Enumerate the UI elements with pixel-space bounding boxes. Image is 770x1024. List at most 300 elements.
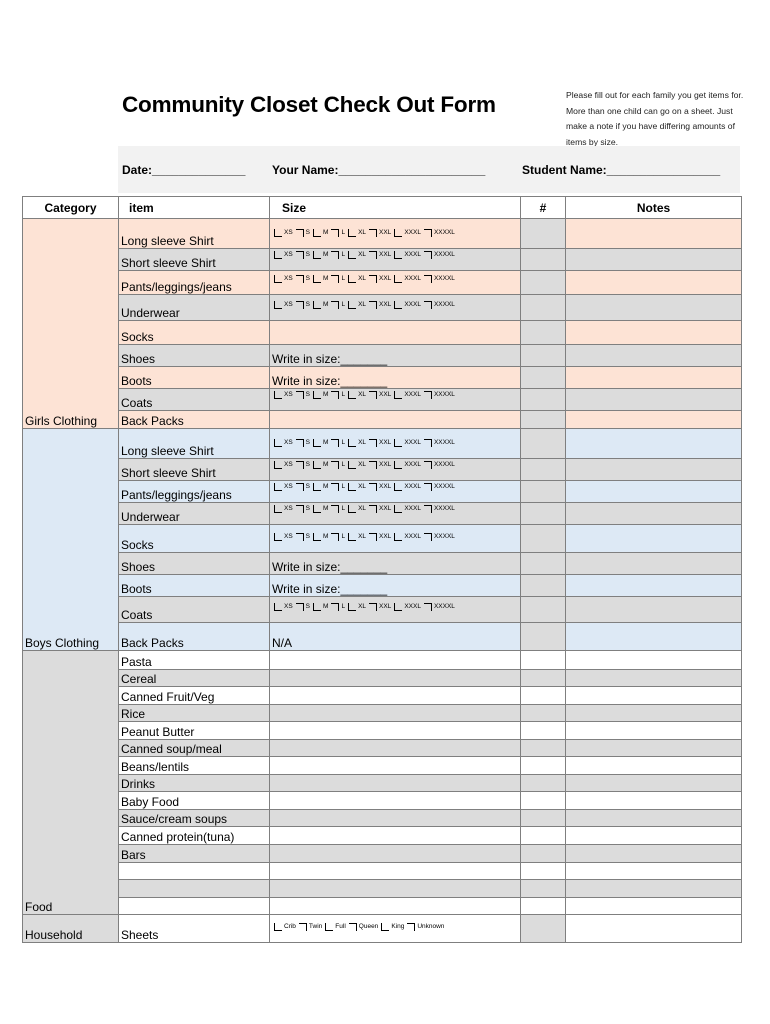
checkbox-icon[interactable] [331, 391, 339, 399]
checkbox-icon[interactable] [348, 391, 356, 399]
quantity-cell[interactable] [521, 757, 566, 775]
checkbox-icon[interactable] [424, 603, 432, 611]
checkbox-icon[interactable] [274, 229, 282, 237]
checkbox-icon[interactable] [394, 461, 402, 469]
size-option[interactable] [313, 600, 328, 614]
size-option[interactable] [296, 249, 310, 263]
date-field[interactable]: Date:______________ [122, 163, 246, 177]
notes-cell[interactable] [566, 481, 742, 503]
quantity-cell[interactable] [521, 623, 566, 651]
notes-cell[interactable] [566, 827, 742, 845]
quantity-cell[interactable] [521, 553, 566, 575]
checkbox-icon[interactable] [296, 439, 304, 447]
size-option[interactable] [348, 530, 366, 544]
quantity-cell[interactable] [521, 271, 566, 295]
size-option-label: L [341, 391, 346, 398]
quantity-cell[interactable] [521, 389, 566, 411]
size-option[interactable] [296, 481, 310, 495]
checkbox-icon[interactable] [349, 923, 357, 931]
checkbox-icon[interactable] [274, 461, 282, 469]
checkbox-icon[interactable] [424, 461, 432, 469]
checkbox-icon[interactable] [296, 229, 304, 237]
size-option[interactable] [424, 249, 455, 263]
size-option-label: XS [284, 229, 293, 236]
checkbox-icon[interactable] [424, 533, 432, 541]
item-cell: Underwear [119, 295, 270, 321]
size-option-label: XXL [379, 483, 392, 490]
size-cell [270, 481, 521, 503]
checkbox-icon[interactable] [331, 461, 339, 469]
size-option[interactable] [313, 389, 328, 403]
size-cell[interactable]: Write in size:_______ [270, 575, 521, 597]
quantity-cell[interactable] [521, 722, 566, 740]
checkbox-icon[interactable] [394, 533, 402, 541]
quantity-cell[interactable] [521, 295, 566, 321]
size-option[interactable] [296, 298, 310, 312]
notes-cell[interactable] [566, 429, 742, 459]
checkbox-icon[interactable] [369, 439, 377, 447]
checkbox-icon[interactable] [331, 229, 339, 237]
size-option[interactable] [407, 920, 444, 934]
size-cell[interactable]: Write in size:_______ [270, 553, 521, 575]
size-option-label: L [341, 461, 346, 468]
quantity-cell[interactable] [521, 915, 566, 943]
size-cell[interactable]: N/A [270, 623, 521, 651]
checkbox-icon[interactable] [394, 439, 402, 447]
size-option-label: XS [284, 505, 293, 512]
item-header: item [119, 197, 270, 219]
size-option[interactable] [424, 459, 455, 473]
table-row [23, 880, 742, 898]
checkbox-icon[interactable] [369, 483, 377, 491]
checkbox-icon[interactable] [394, 391, 402, 399]
size-option[interactable] [331, 530, 345, 544]
checkbox-icon[interactable] [313, 603, 321, 611]
checkbox-icon[interactable] [369, 603, 377, 611]
size-option[interactable] [325, 920, 345, 934]
checkbox-icon[interactable] [424, 439, 432, 447]
checkbox-icon[interactable] [313, 229, 321, 237]
size-option[interactable] [274, 298, 293, 312]
checkbox-icon[interactable] [313, 483, 321, 491]
size-option[interactable] [313, 226, 328, 240]
size-option[interactable] [369, 436, 391, 450]
checkbox-icon[interactable] [424, 483, 432, 491]
checkbox-icon[interactable] [369, 533, 377, 541]
checkbox-icon[interactable] [331, 533, 339, 541]
quantity-cell[interactable] [521, 345, 566, 367]
checkbox-icon[interactable] [369, 391, 377, 399]
quantity-cell[interactable] [521, 898, 566, 915]
size-option-label: XXXL [404, 439, 421, 446]
checkbox-icon[interactable] [299, 923, 307, 931]
notes-cell[interactable] [566, 389, 742, 411]
size-option[interactable] [296, 226, 310, 240]
size-option[interactable] [313, 503, 328, 517]
notes-cell[interactable] [566, 687, 742, 705]
checkbox-icon[interactable] [394, 483, 402, 491]
size-option[interactable] [369, 249, 391, 263]
size-option[interactable] [381, 920, 404, 934]
size-option[interactable] [369, 298, 391, 312]
size-option[interactable] [313, 530, 328, 544]
size-option-label: M [323, 505, 329, 512]
quantity-cell[interactable] [521, 880, 566, 898]
quantity-cell[interactable] [521, 670, 566, 687]
checkbox-icon[interactable] [424, 505, 432, 513]
number-header: # [521, 197, 566, 219]
size-option-label: XXL [379, 439, 392, 446]
size-option-label: S [305, 229, 311, 236]
size-option-label: XXL [379, 603, 392, 610]
size-option[interactable] [349, 920, 379, 934]
checkbox-icon[interactable] [313, 301, 321, 309]
quantity-cell[interactable] [521, 810, 566, 827]
notes-cell[interactable] [566, 271, 742, 295]
size-option[interactable] [424, 436, 455, 450]
size-option[interactable] [331, 226, 345, 240]
notes-cell[interactable] [566, 219, 742, 249]
notes-cell[interactable] [566, 321, 742, 345]
checkbox-icon[interactable] [424, 275, 432, 283]
notes-cell[interactable] [566, 345, 742, 367]
size-option-label: L [341, 301, 346, 308]
quantity-cell[interactable] [521, 525, 566, 553]
size-option[interactable] [296, 459, 310, 473]
notes-cell[interactable] [566, 525, 742, 553]
quantity-cell[interactable] [521, 651, 566, 670]
checkbox-icon[interactable] [424, 391, 432, 399]
notes-cell[interactable] [566, 249, 742, 271]
size-option[interactable] [348, 459, 366, 473]
checkbox-icon[interactable] [274, 391, 282, 399]
quantity-cell[interactable] [521, 705, 566, 722]
checkbox-icon[interactable] [369, 229, 377, 237]
size-option[interactable] [313, 249, 328, 263]
checkbox-icon[interactable] [331, 483, 339, 491]
quantity-cell[interactable] [521, 249, 566, 271]
quantity-cell[interactable] [521, 429, 566, 459]
size-option[interactable] [369, 272, 391, 286]
checkbox-icon[interactable] [313, 461, 321, 469]
checkbox-icon[interactable] [274, 505, 282, 513]
quantity-cell[interactable] [521, 845, 566, 863]
size-option[interactable] [394, 272, 421, 286]
notes-cell[interactable] [566, 757, 742, 775]
checkbox-icon[interactable] [331, 603, 339, 611]
table-row [23, 575, 742, 597]
checkbox-icon[interactable] [348, 229, 356, 237]
quantity-cell[interactable] [521, 827, 566, 845]
notes-cell[interactable] [566, 845, 742, 863]
quantity-cell[interactable] [521, 863, 566, 880]
checkbox-icon[interactable] [394, 229, 402, 237]
your-name-field[interactable]: Your Name:______________________ [272, 163, 486, 177]
checkbox-icon[interactable] [296, 275, 304, 283]
size-option[interactable] [394, 503, 421, 517]
size-option[interactable] [296, 600, 310, 614]
checkbox-icon[interactable] [369, 505, 377, 513]
size-option[interactable] [313, 436, 328, 450]
item-cell: Shoes [119, 345, 270, 367]
checkbox-icon[interactable] [313, 505, 321, 513]
quantity-cell[interactable] [521, 687, 566, 705]
size-option[interactable] [296, 389, 310, 403]
category-cell: Girls Clothing [23, 219, 119, 429]
size-option[interactable] [394, 530, 421, 544]
checkbox-icon[interactable] [348, 439, 356, 447]
size-option-label: XS [284, 301, 293, 308]
size-option-label: M [323, 391, 329, 398]
checkbox-icon[interactable] [274, 923, 282, 931]
quantity-cell[interactable] [521, 321, 566, 345]
checkbox-icon[interactable] [394, 275, 402, 283]
size-option[interactable] [369, 530, 391, 544]
notes-cell[interactable] [566, 295, 742, 321]
notes-cell[interactable] [566, 880, 742, 898]
checkbox-icon[interactable] [348, 603, 356, 611]
size-option[interactable] [274, 436, 293, 450]
notes-cell[interactable] [566, 792, 742, 810]
size-option[interactable] [424, 298, 455, 312]
notes-cell[interactable] [566, 623, 742, 651]
checkbox-icon[interactable] [274, 603, 282, 611]
size-option[interactable] [296, 272, 310, 286]
size-option[interactable] [348, 600, 366, 614]
size-option[interactable] [424, 481, 455, 495]
student-name-field[interactable]: Student Name:_________________ [522, 163, 721, 177]
size-options [272, 436, 518, 450]
notes-cell[interactable] [566, 553, 742, 575]
quantity-cell[interactable] [521, 597, 566, 623]
size-option[interactable] [331, 249, 345, 263]
checkbox-icon[interactable] [331, 251, 339, 259]
size-option[interactable] [394, 436, 421, 450]
notes-cell[interactable] [566, 863, 742, 880]
size-option[interactable] [274, 459, 293, 473]
size-option[interactable] [369, 481, 391, 495]
size-option[interactable] [369, 600, 391, 614]
quantity-cell[interactable] [521, 481, 566, 503]
size-option[interactable] [274, 249, 293, 263]
size-option[interactable] [299, 920, 322, 934]
checkbox-icon[interactable] [348, 461, 356, 469]
checkbox-icon[interactable] [348, 505, 356, 513]
notes-cell[interactable] [566, 670, 742, 687]
size-option[interactable] [424, 226, 455, 240]
notes-cell[interactable] [566, 898, 742, 915]
quantity-cell[interactable] [521, 503, 566, 525]
size-option[interactable] [331, 459, 345, 473]
checkbox-icon[interactable] [274, 483, 282, 491]
notes-cell[interactable] [566, 651, 742, 670]
checkbox-icon[interactable] [274, 439, 282, 447]
checkbox-icon[interactable] [296, 533, 304, 541]
checkbox-icon[interactable] [424, 251, 432, 259]
checkbox-icon[interactable] [296, 505, 304, 513]
size-option[interactable] [348, 481, 366, 495]
checkbox-icon[interactable] [407, 923, 415, 931]
checkbox-icon[interactable] [348, 533, 356, 541]
quantity-cell[interactable] [521, 459, 566, 481]
size-option[interactable] [369, 503, 391, 517]
size-cell [270, 757, 521, 775]
size-option[interactable] [424, 503, 455, 517]
size-option-label: M [323, 229, 329, 236]
size-option-label: XL [358, 391, 367, 398]
category-cell: Food [23, 651, 119, 915]
quantity-cell[interactable] [521, 411, 566, 429]
checkbox-icon[interactable] [331, 275, 339, 283]
checkbox-icon[interactable] [296, 251, 304, 259]
size-option[interactable] [394, 226, 421, 240]
notes-cell[interactable] [566, 575, 742, 597]
size-option-label: M [323, 301, 329, 308]
size-option[interactable] [331, 298, 345, 312]
notes-cell[interactable] [566, 503, 742, 525]
size-option[interactable] [274, 226, 293, 240]
notes-cell[interactable] [566, 705, 742, 722]
size-option[interactable] [331, 600, 345, 614]
size-option[interactable] [331, 436, 345, 450]
checkbox-icon[interactable] [313, 275, 321, 283]
size-option[interactable] [348, 226, 366, 240]
size-option[interactable] [274, 481, 293, 495]
checkbox-icon[interactable] [296, 391, 304, 399]
size-option[interactable] [348, 298, 366, 312]
size-option[interactable] [394, 249, 421, 263]
size-option[interactable] [394, 600, 421, 614]
size-option-label: XXL [379, 301, 392, 308]
notes-cell[interactable] [566, 775, 742, 792]
size-option[interactable] [424, 389, 455, 403]
checkbox-icon[interactable] [313, 533, 321, 541]
size-option[interactable] [369, 226, 391, 240]
checkbox-icon[interactable] [369, 461, 377, 469]
checkbox-icon[interactable] [394, 603, 402, 611]
size-option[interactable] [394, 389, 421, 403]
checkbox-icon[interactable] [369, 251, 377, 259]
size-option[interactable] [313, 272, 328, 286]
size-option[interactable] [394, 481, 421, 495]
checkbox-icon[interactable] [274, 301, 282, 309]
checkbox-icon[interactable] [296, 461, 304, 469]
quantity-cell[interactable] [521, 575, 566, 597]
size-option[interactable] [274, 920, 296, 934]
size-option[interactable] [274, 389, 293, 403]
checkbox-icon[interactable] [313, 391, 321, 399]
size-option-label: S [305, 533, 311, 540]
size-option[interactable] [394, 459, 421, 473]
item-cell: Long sleeve Shirt [119, 429, 270, 459]
size-option[interactable] [369, 459, 391, 473]
checkbox-icon[interactable] [274, 533, 282, 541]
quantity-cell[interactable] [521, 740, 566, 757]
checkbox-icon[interactable] [325, 923, 333, 931]
notes-cell[interactable] [566, 722, 742, 740]
size-cell[interactable]: Write in size:_______ [270, 345, 521, 367]
size-option[interactable] [274, 530, 293, 544]
quantity-cell[interactable] [521, 367, 566, 389]
size-option[interactable] [296, 436, 310, 450]
checkbox-icon[interactable] [348, 275, 356, 283]
notes-cell[interactable] [566, 810, 742, 827]
notes-cell[interactable] [566, 459, 742, 481]
notes-cell[interactable] [566, 367, 742, 389]
checkbox-icon[interactable] [296, 603, 304, 611]
size-cell[interactable]: Write in size:_______ [270, 367, 521, 389]
checkbox-icon[interactable] [313, 251, 321, 259]
table-row [23, 810, 742, 827]
checkbox-icon[interactable] [296, 301, 304, 309]
checkbox-icon[interactable] [331, 301, 339, 309]
size-option[interactable] [313, 298, 328, 312]
item-cell: Socks [119, 321, 270, 345]
size-option[interactable] [313, 481, 328, 495]
item-cell: Socks [119, 525, 270, 553]
size-option[interactable] [274, 600, 293, 614]
size-option[interactable] [369, 389, 391, 403]
checkbox-icon[interactable] [424, 301, 432, 309]
checkbox-icon[interactable] [331, 505, 339, 513]
checkbox-icon[interactable] [394, 251, 402, 259]
size-option[interactable] [348, 249, 366, 263]
checkbox-icon[interactable] [348, 301, 356, 309]
checkbox-icon[interactable] [381, 923, 389, 931]
notes-cell[interactable] [566, 915, 742, 943]
quantity-cell[interactable] [521, 792, 566, 810]
size-option[interactable] [274, 272, 293, 286]
notes-cell[interactable] [566, 597, 742, 623]
size-option[interactable] [331, 272, 345, 286]
checkbox-icon[interactable] [394, 301, 402, 309]
size-option[interactable] [348, 272, 366, 286]
size-option[interactable] [348, 436, 366, 450]
checkbox-icon[interactable] [348, 251, 356, 259]
checkbox-icon[interactable] [369, 301, 377, 309]
size-option[interactable] [424, 600, 455, 614]
size-option[interactable] [348, 389, 366, 403]
checkbox-icon[interactable] [369, 275, 377, 283]
notes-cell[interactable] [566, 411, 742, 429]
size-option[interactable] [313, 459, 328, 473]
notes-cell[interactable] [566, 740, 742, 757]
size-option[interactable] [394, 298, 421, 312]
size-option[interactable] [331, 503, 345, 517]
checkbox-icon[interactable] [313, 439, 321, 447]
checkbox-icon[interactable] [394, 505, 402, 513]
checkbox-icon[interactable] [348, 483, 356, 491]
size-option[interactable] [424, 530, 455, 544]
checkbox-icon[interactable] [274, 251, 282, 259]
size-option[interactable] [296, 503, 310, 517]
size-option[interactable] [274, 503, 293, 517]
quantity-cell[interactable] [521, 775, 566, 792]
size-option[interactable] [424, 272, 455, 286]
table-row [23, 792, 742, 810]
checkbox-icon[interactable] [274, 275, 282, 283]
checkbox-icon[interactable] [331, 439, 339, 447]
size-option[interactable] [348, 503, 366, 517]
size-option[interactable] [296, 530, 310, 544]
size-option[interactable] [331, 481, 345, 495]
size-cell [270, 389, 521, 411]
checkbox-icon[interactable] [424, 229, 432, 237]
quantity-cell[interactable] [521, 219, 566, 249]
size-cell [270, 651, 521, 670]
size-option[interactable] [331, 389, 345, 403]
checkbox-icon[interactable] [296, 483, 304, 491]
